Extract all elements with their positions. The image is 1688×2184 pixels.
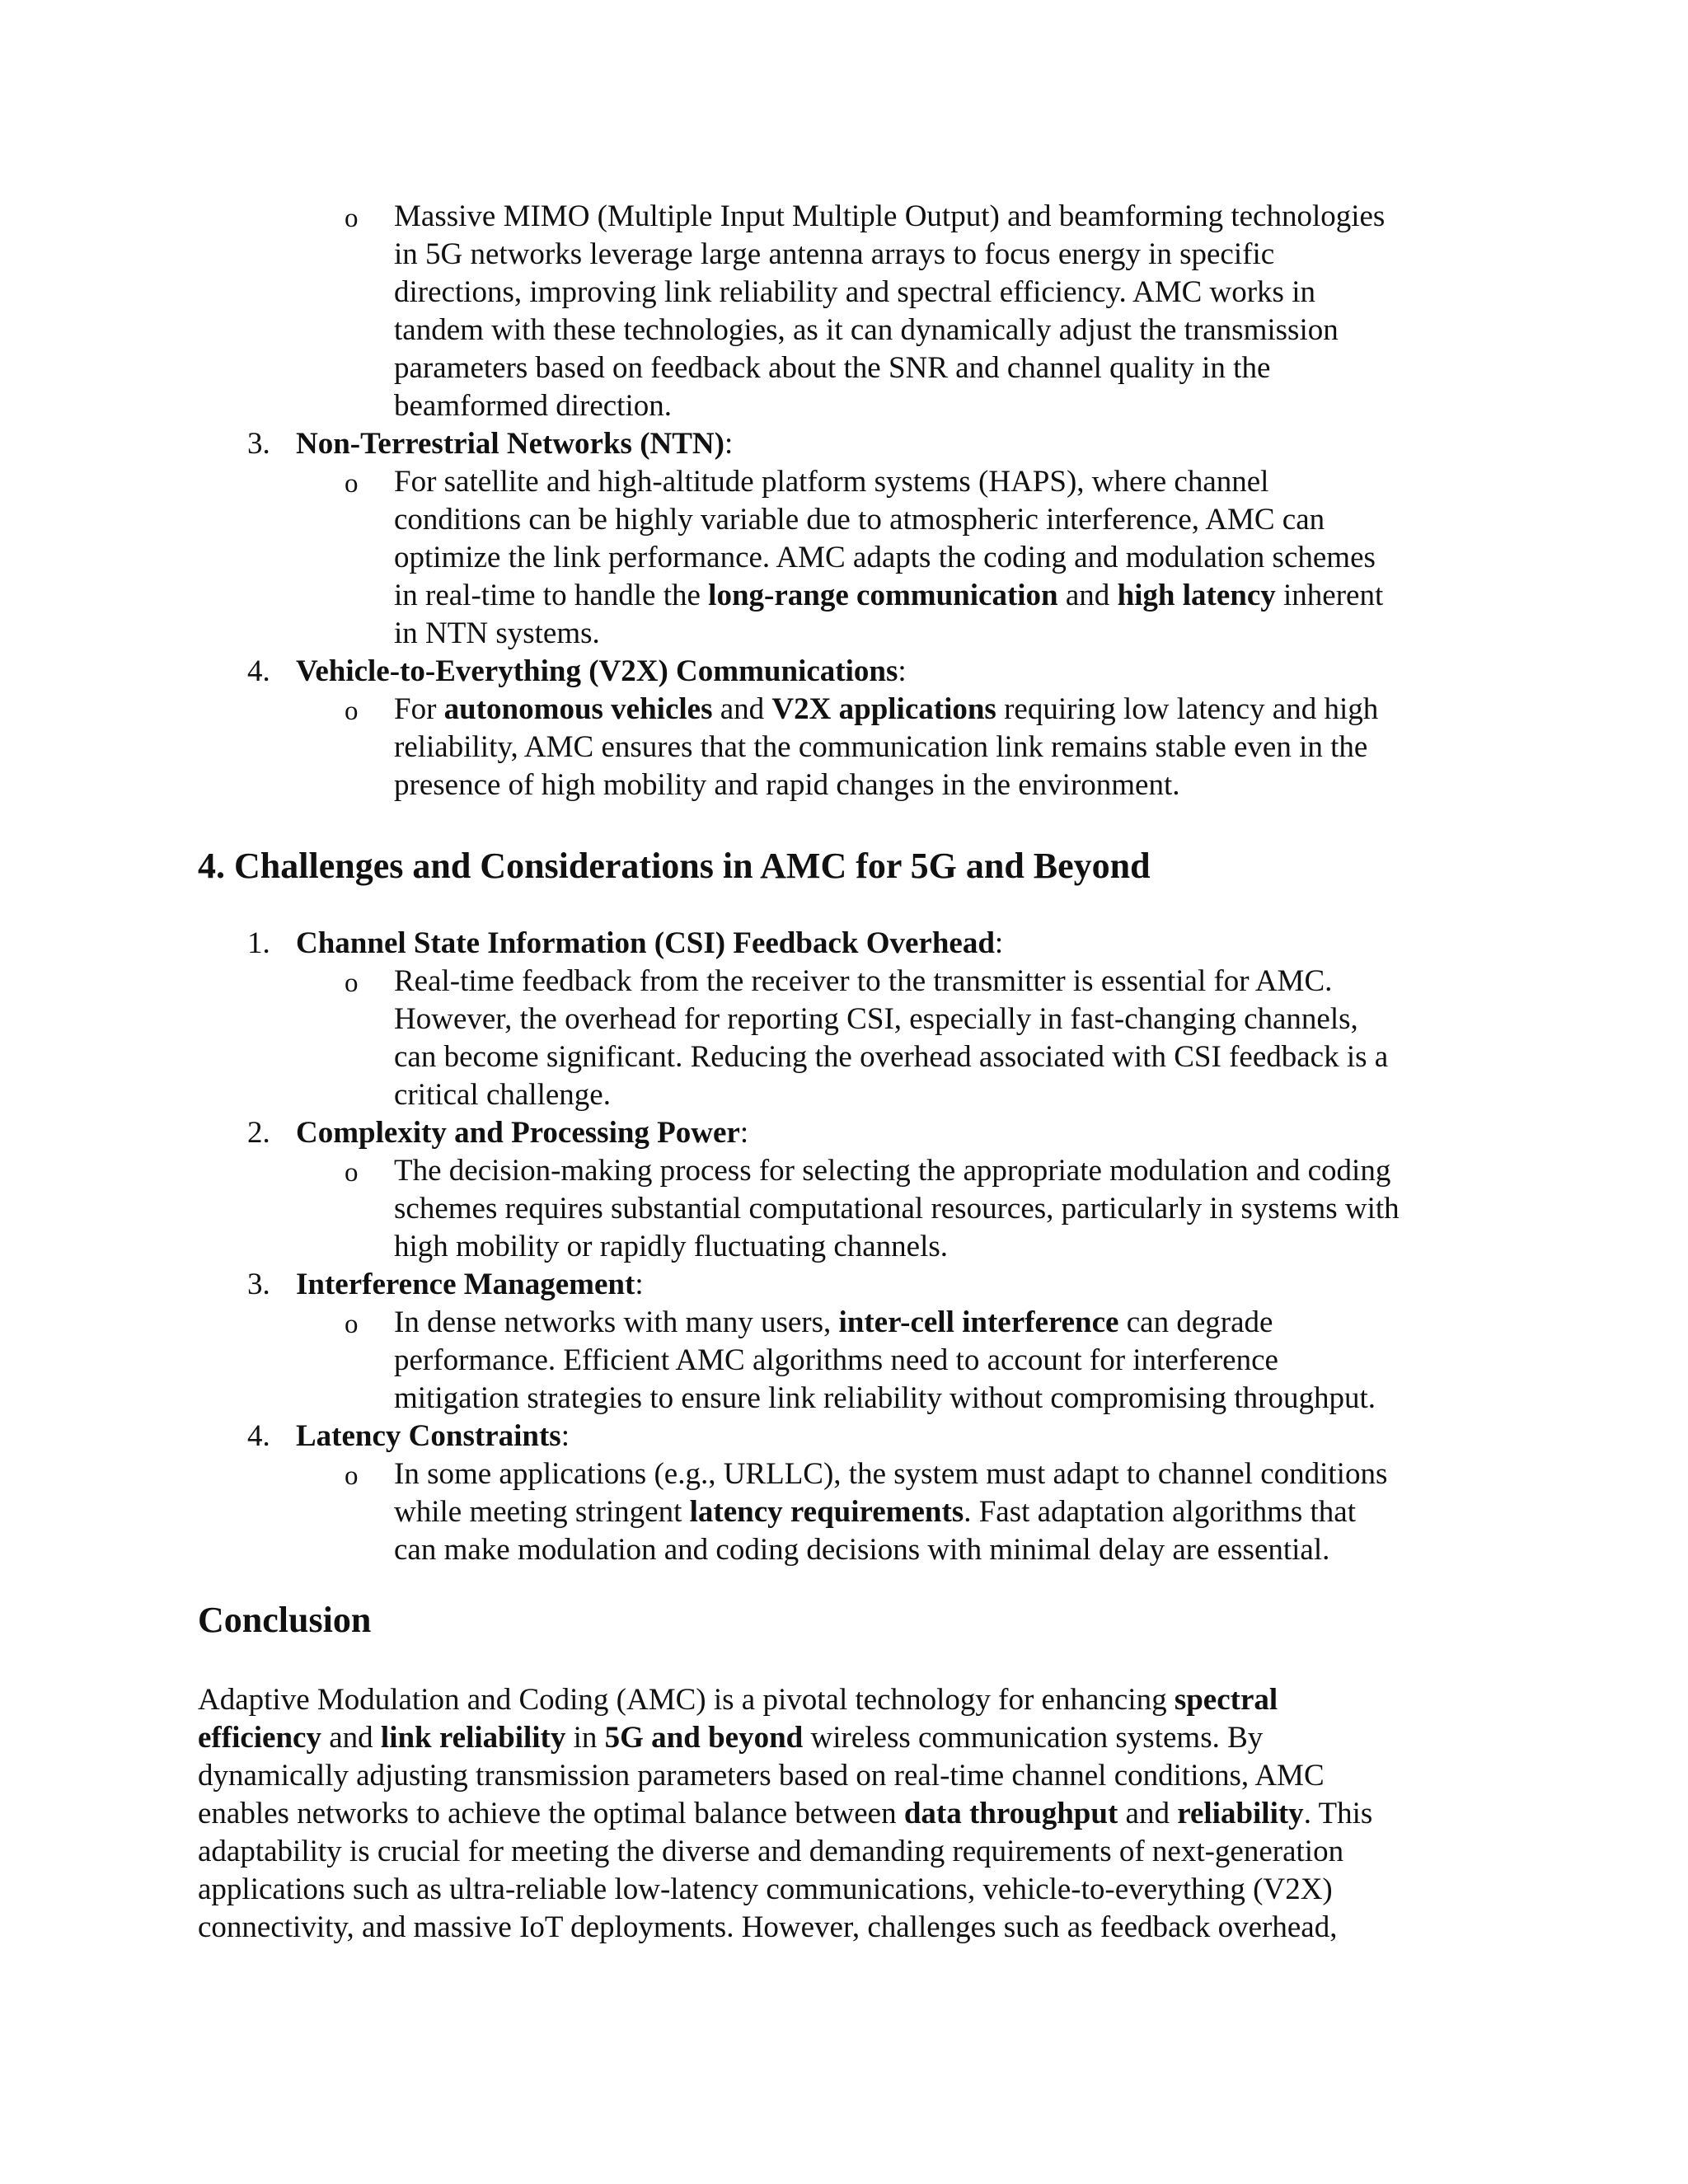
paragraph-line [198,1795,1372,1833]
bold-term: inter-cell interference [838,1305,1119,1339]
paragraph-line: dynamically adjusting transmission parameters based on real-time channel conditions, AMC [198,1759,1325,1793]
title-colon: : [560,1419,570,1453]
bullet-marker: o [345,1158,359,1188]
section-heading: 4. Challenges and Considerations in AMC for 5G and Beyond [198,846,1151,886]
list-item-title: Channel State Information (CSI) Feedback Overhead [296,926,995,960]
bullet-marker: o [345,968,359,998]
paragraph-line: high mobility or rapidly fluctuating channels. [394,1230,949,1263]
list-item-title: Latency Constraints [296,1419,561,1453]
title-colon: : [994,926,1004,960]
list-item-title-line [296,925,1003,963]
paragraph-line: However, the overhead for reporting CSI, especially in fast-changing channels, [394,1002,1358,1036]
list-item-title-line [296,1114,748,1152]
paragraph-line: applications such as ultra-reliable low-latency communications, vehicle-to-everything (V2X) [198,1872,1333,1906]
paragraph-line: schemes requires substantial computational resources, particularly in systems with [394,1192,1400,1226]
paragraph-line [394,691,1378,729]
bullet-marker: o [345,1310,359,1339]
paragraph-line: Massive MIMO (Multiple Input Multiple Output) and beamforming technologies [394,199,1386,233]
paragraph-line: For satellite and high-altitude platform systems (HAPS), where channel [394,465,1269,499]
bold-term: latency requirements [689,1495,964,1529]
bold-term: V2X applications [771,692,996,726]
bold-term: efficiency [198,1721,321,1755]
paragraph-line: tandem with these technologies, as it can dynamically adjust the transmission [394,313,1339,347]
text-run: enables networks to achieve the optimal balance between [198,1797,904,1830]
paragraph-line: directions, improving link reliability and spectral efficiency. AMC works in [394,275,1315,309]
paragraph-line: performance. Efficient AMC algorithms need to account for interference [394,1343,1278,1377]
paragraph-line: adaptability is crucial for meeting the diverse and demanding requirements of next-generation [198,1835,1344,1868]
text-run: inherent [1275,579,1384,612]
conclusion-heading: Conclusion [198,1600,372,1640]
text-run: can degrade [1118,1305,1273,1339]
text-run: in real-time to handle the [394,579,709,612]
paragraph-line: The decision-making process for selecting the appropriate modulation and coding [394,1154,1391,1188]
bullet-marker: o [345,469,359,499]
text-run: in [565,1721,605,1755]
paragraph-line: connectivity, and massive IoT deployments. However, challenges such as feedback overhead, [198,1910,1338,1944]
paragraph-line: mitigation strategies to ensure link reliability without compromising throughput. [394,1381,1376,1415]
list-number: 4. [247,1419,270,1453]
text-run: and [712,692,772,726]
text-run: while meeting stringent [394,1495,690,1529]
text-run: . This [1303,1797,1373,1830]
text-run: and [1118,1797,1178,1830]
text-run: For [394,692,444,726]
bold-term: data throughput [903,1797,1118,1830]
paragraph-line: in 5G networks leverage large antenna arrays to focus energy in specific [394,237,1275,271]
paragraph-line: Real-time feedback from the receiver to the transmitter is essential for AMC. [394,964,1333,998]
paragraph-line: In some applications (e.g., URLLC), the system must adapt to channel conditions [394,1457,1388,1491]
text-run: Adaptive Modulation and Coding (AMC) is a pivotal technology for enhancing [198,1683,1175,1717]
list-number: 3. [247,1268,270,1301]
bullet-marker: o [345,204,359,233]
list-item-title-line [296,1418,570,1455]
list-item-title: Interference Management [296,1268,635,1301]
paragraph-line [394,1304,1273,1342]
paragraph-line: critical challenge. [394,1078,611,1112]
bold-term: long-range communication [708,579,1058,612]
text-run: . Fast adaptation algorithms that [964,1495,1357,1529]
paragraph-line: reliability, AMC ensures that the communication link remains stable even in the [394,730,1368,764]
title-colon: : [739,1116,749,1150]
text-run: requiring low latency and high [996,692,1379,726]
list-number: 1. [247,926,270,960]
bold-term: reliability [1177,1797,1304,1830]
paragraph-line: can make modulation and coding decisions with minimal delay are essential. [394,1533,1330,1567]
paragraph-line: parameters based on feedback about the SNR and channel quality in the [394,351,1271,385]
text-run: In dense networks with many users, [394,1305,839,1339]
paragraph-line: can become significant. Reducing the overhead associated with CSI feedback is a [394,1040,1389,1074]
paragraph-line: optimize the link performance. AMC adapts the coding and modulation schemes [394,541,1376,574]
bold-term: spectral [1174,1683,1278,1717]
paragraph-line: beamformed direction. [394,389,672,423]
list-item-title-line [296,1266,644,1304]
paragraph-line [394,577,1383,615]
list-number: 4. [247,654,270,688]
paragraph-line [394,1493,1356,1531]
list-item-title-line [296,653,907,691]
bold-term: high latency [1117,579,1276,612]
list-number: 3. [247,427,270,461]
list-item-title-line [296,425,733,463]
bullet-marker: o [345,696,359,726]
text-run: and [321,1721,381,1755]
bullet-marker: o [345,1461,359,1491]
bold-term: link reliability [380,1721,566,1755]
title-colon: : [635,1268,644,1301]
text-run: wireless communication systems. By [803,1721,1264,1755]
list-item-title: Non-Terrestrial Networks (NTN) [296,427,724,461]
bold-term: 5G and beyond [604,1721,804,1755]
bold-term: autonomous vehicles [443,692,713,726]
text-run: and [1057,579,1118,612]
list-item-title: Vehicle-to-Everything (V2X) Communications [296,654,898,688]
paragraph-line: presence of high mobility and rapid changes in the environment. [394,768,1180,802]
title-colon: : [898,654,907,688]
paragraph-line: in NTN systems. [394,616,600,650]
paragraph-line [198,1719,1263,1757]
paragraph-line: conditions can be highly variable due to atmospheric interference, AMC can [394,503,1325,537]
title-colon: : [724,427,734,461]
paragraph-line [198,1681,1278,1719]
list-number: 2. [247,1116,270,1150]
list-item-title: Complexity and Processing Power [296,1116,740,1150]
